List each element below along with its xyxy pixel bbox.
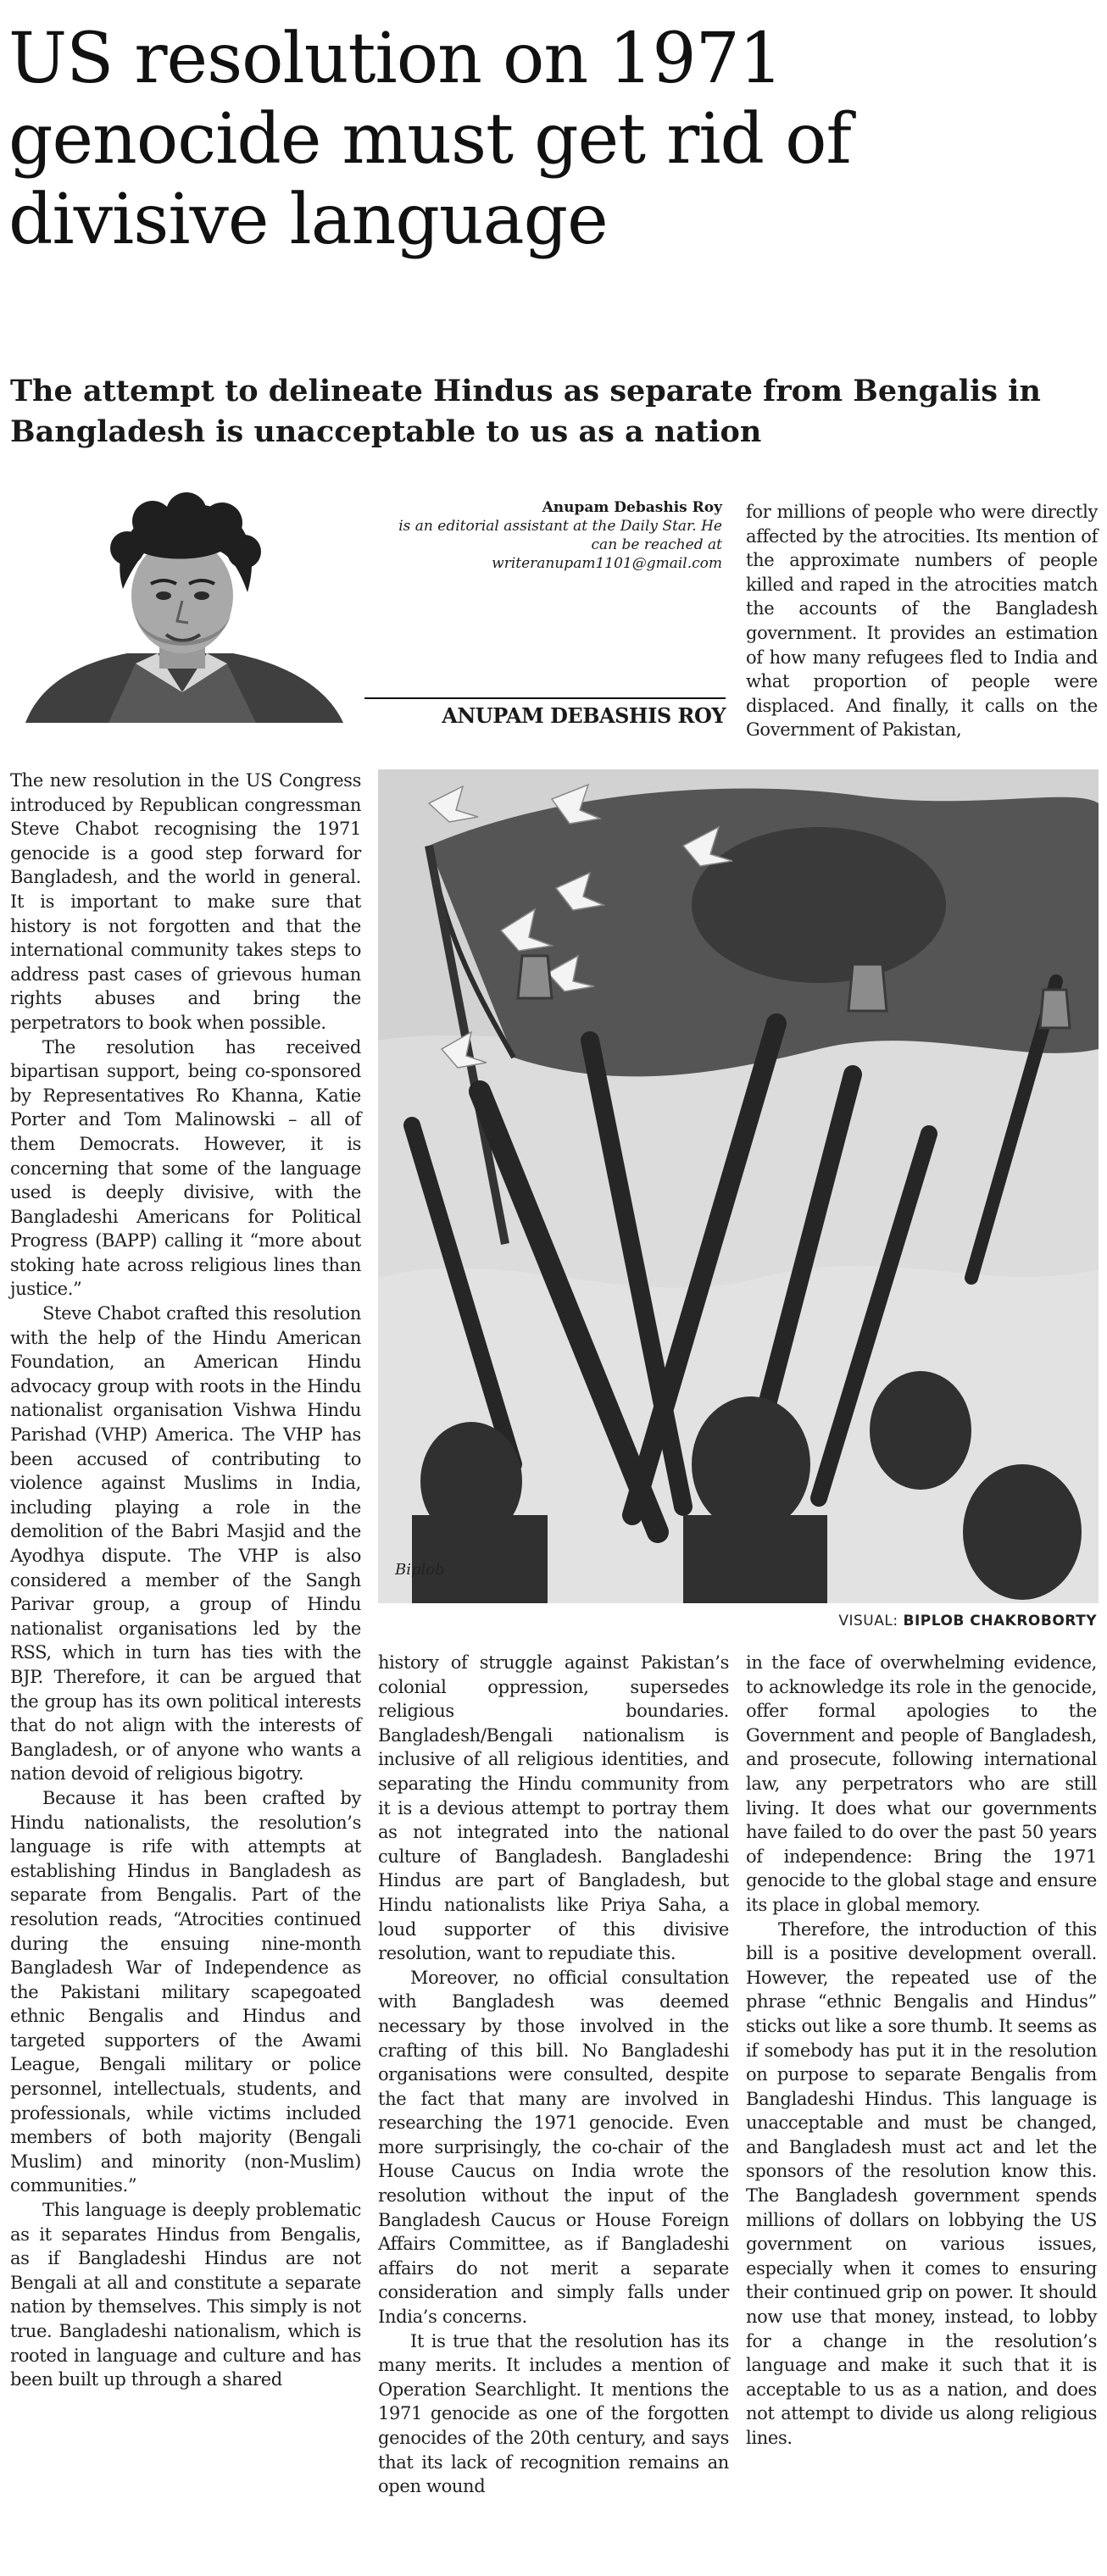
author-info	[373, 498, 722, 573]
article-title: US resolution on 1971 genocide must get rid of divisive language	[8, 19, 851, 260]
column-1	[10, 769, 361, 2392]
column-3-top	[746, 500, 1098, 742]
author-portrait	[8, 487, 356, 723]
column-2	[378, 1651, 729, 2499]
illustration-credit	[378, 1613, 1097, 1629]
article-subtitle: The attempt to delineate Hindus as separate from Bengalis in Bangladesh is unacceptable to us as a nation	[10, 374, 1041, 449]
author-name: Anupam Debashis Roy	[542, 499, 722, 516]
paragraph: Therefore, the introduction of this bill is a positive development overall. However, the repeated use of the phrase “ethnic Bengalis and Hindus” sticks out like a sore thumb. It seems as if somebody has put it in the resolution on purpose to separate Bengalis from Bangladeshi Hindus. This language is unacceptable and must be changed, and Bangladesh must act and let the sponsors of the resolution know this. The Bangladesh government spends millions of dollars on lobbying the US government on various issues, especially when it comes to ensuring their continued grip on power. It should now use that money, instead, to lobby for a change in the resolution’s language and make it such that it is acceptable to us as a nation, and does not attempt to divide us along religious lines.	[746, 1918, 1097, 2448]
credit-prefix: VISUAL:	[838, 1613, 898, 1629]
illustration-signature: Biplob	[395, 1561, 445, 1579]
paragraph: for millions of people who were directly affected by the atrocities. Its mention of the approximate numbers of people killed and raped in the atrocities match the accounts of the Bangladesh government. It provides an estimation of how many refugees fled to India and what proportion of people were displaced. And finally, it calls on the Government of Pakistan,	[746, 502, 1098, 741]
paragraph: Steve Chabot crafted this resolution with the help of the Hindu American Foundation, an American Hindu advocacy group with roots in the Hindu nationalist organisation Vishwa Hindu Parishad (VHP) America. The VHP has been accused of contributing to violence against Muslims in India, including playing a role in the demolition of the Babri Masjid and the Ayodhya dispute. The VHP is also considered a member of the Sangh Parivar group, a group of Hindu nationalist organisations led by the RSS, which in turn has ties with the BJP. Therefore, it can be argued that the group has its own political interests that do not align with the interests of Bangladesh, or of anyone who wants a nation devoid of religious bigotry.	[10, 1303, 361, 1785]
paragraph: Because it has been crafted by Hindu nationalists, the resolution’s language is rife with attempts at establishing Hindus in Bangladesh as separate from Bengalis. Part of the resolution reads, “Atrocities continued during the ensuing nine-month Bangladesh War of Independence as the Pakistani military scapegoated ethnic Bengalis and Hindus and targeted supporters of the Awami League, Bengali military or police personnel, intellectuals, students, and professionals, while victims included members of both majority (Bengali Muslim) and minority (non-Muslim) communities.”	[10, 1787, 361, 2196]
column-3-bottom	[746, 1651, 1097, 2451]
author-bio: is an editorial assistant at the Daily Star. He can be reached at writeranupam1101@gmail.com	[398, 518, 722, 572]
credit-name: BIPLOB CHAKROBORTY	[903, 1613, 1097, 1629]
byline: ANUPAM DEBASHIS ROY	[442, 703, 726, 728]
paragraph: history of struggle against Pakistan’s colonial oppression, supersedes religious boundaries. Bangladesh/Bengali nationalism is inclusive of all religious identities, and separating the Hindu community from it is a devious attempt to portray them as not integrated into the national culture of Bangladesh. Bangladeshi Hindus are part of Bangladesh, but Hindu nationalists like Priya Saha, a loud supporter of this divisive resolution, want to repudiate this.	[378, 1652, 729, 1964]
paragraph: It is true that the resolution has its many merits. It includes a mention of Operation Searchlight. It mentions the 1971 genocide as one of the forgotten genocides of the 20th century, and says that its lack of recognition remains an open wound	[378, 2330, 729, 2497]
paragraph: Moreover, no official consultation with Bangladesh was deemed necessary by those involved in the crafting of this bill. No Bangladeshi organisations were consulted, despite the fact that many are involved in researching the 1971 genocide. Even more surprisingly, the co-chair of the House Caucus on India wrote the resolution without the input of the Bangladesh Caucus or House Foreign Affairs Committee, as if Bangladeshi affairs do not merit a separate consideration and simply falls under India’s concerns.	[378, 1967, 729, 2328]
paragraph: The resolution has received bipartisan support, being co-sponsored by Representatives Ro Khanna, Katie Porter and Tom Malinowski – all of them Democrats. However, it is concerning that some of the language used is deeply divisive, with the Bangladeshi Americans for Political Progress (BAPP) calling it “more about stoking hate across religious lines than justice.”	[10, 1036, 361, 1300]
byline-rule	[364, 697, 726, 699]
paragraph: in the face of overwhelming evidence, to acknowledge its role in the genocide, offer formal apologies to the Government and people of Bangladesh, and prosecute, following international law, any perpetrators who are still living. It does what our governments have failed to do over the past 50 years of independence: Bring the 1971 genocide to the global stage and ensure its place in global memory.	[746, 1652, 1097, 1915]
paragraph: This language is deeply problematic as it separates Hindus from Bengalis, as if Bangladeshi Hindus are not Bengali at all and constitute a separate nation by themselves. This simply is not true. Bangladeshi nationalism, which is rooted in language and culture and has been built up through a shared	[10, 2200, 361, 2390]
article-illustration	[378, 769, 1099, 1603]
paragraph: The new resolution in the US Congress introduced by Republican congressman Steve Chabot recognising the 1971 genocide is a good step forward for Bangladesh, and the world in general. It is important to make sure that history is not forgotten and that the international community takes steps to address past cases of grievous human rights abuses and bring the perpetrators to book when possible.	[10, 770, 361, 1033]
